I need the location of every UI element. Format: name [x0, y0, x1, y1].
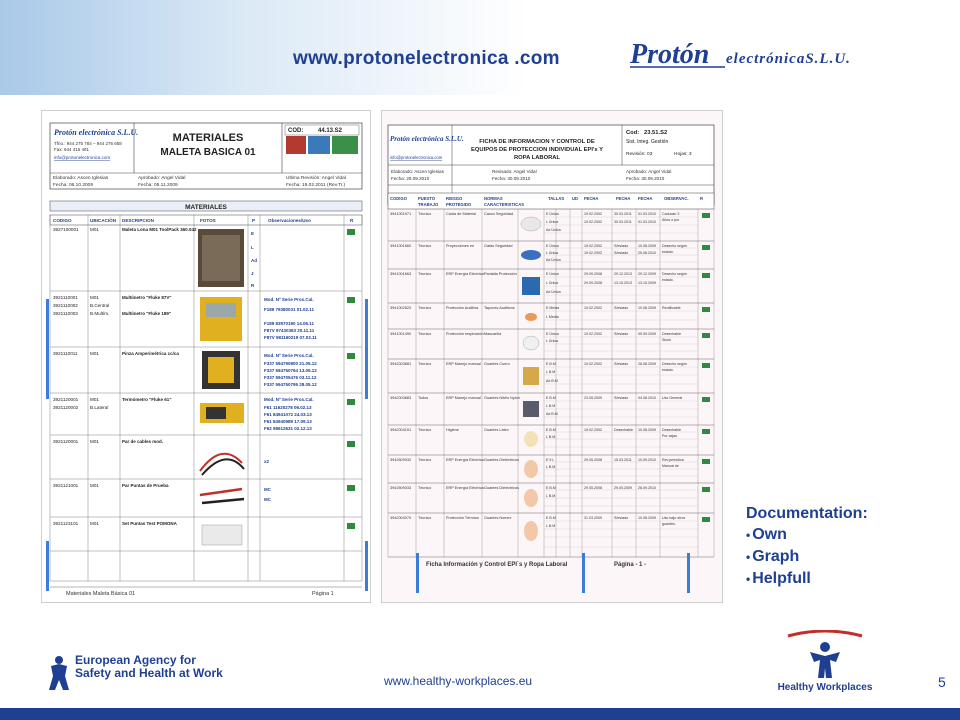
- doc1-row1-code: 3927100001: [53, 227, 79, 232]
- healthy-workplaces-label: Healthy Workplaces: [777, 682, 873, 693]
- svg-text:MC: MC: [264, 487, 271, 492]
- svg-text:Todos: Todos: [418, 396, 429, 400]
- svg-text:Técnico: Técnico: [418, 486, 432, 490]
- svg-text:Protón: Protón: [630, 39, 710, 70]
- svg-text:3941002520: 3941002520: [390, 306, 412, 310]
- svg-text:E B.M: E B.M: [546, 428, 556, 432]
- eu-osha-icon: [45, 652, 73, 692]
- svg-text:ERP Manejo manual: ERP Manejo manual: [446, 396, 481, 400]
- svg-text:Mod. Nº Serie Prox.Cal.: Mod. Nº Serie Prox.Cal.: [264, 353, 314, 358]
- svg-text:Ad Única: Ad Única: [546, 258, 561, 262]
- svg-text:15.03.2011: 15.03.2011: [614, 458, 632, 462]
- svg-text:F337 594790800 21.05.12: F337 594790800 21.05.12: [264, 361, 317, 366]
- doc1-elaborado: Elaborado: Ascen Iglesias: [53, 176, 109, 181]
- svg-text:19.02.2002: 19.02.2002: [584, 251, 602, 255]
- svg-text:L B.M: L B.M: [546, 404, 556, 408]
- svg-text:19.02.2002: 19.02.2002: [584, 306, 602, 310]
- svg-text:ERP Energía Eléctrica: ERP Energía Eléctrica: [446, 272, 484, 276]
- svg-text:E B.M: E B.M: [546, 486, 556, 490]
- footer-band: [0, 708, 960, 720]
- svg-text:Técnico: Técnico: [418, 306, 432, 310]
- svg-text:L Única: L Única: [546, 220, 559, 224]
- svg-text:Desechable: Desechable: [614, 428, 633, 432]
- doc1-row2-loc: M01: [90, 295, 99, 300]
- svg-text:Reutilizable: Reutilizable: [662, 306, 681, 310]
- site-url[interactable]: www.protonelectronica .com: [293, 48, 560, 69]
- doc2-col-codigo: CODIGO: [390, 196, 407, 201]
- doc2-hojas: Hojas: 3: [674, 152, 692, 157]
- svg-text:Mod. Nº Serie Prox.Cal.: Mod. Nº Serie Prox.Cal.: [264, 397, 314, 402]
- svg-text:L Única: L Única: [546, 281, 559, 285]
- ppe-control-sheet-drawing: [382, 111, 722, 602]
- doc1-code-value: 44.13.S2: [318, 128, 343, 134]
- svg-text:Guantes Cuero: Guantes Cuero: [484, 362, 510, 366]
- svg-text:info@protonelectronica.com: info@protonelectronica.com: [390, 155, 443, 160]
- svg-text:Protección Térmica: Protección Térmica: [446, 516, 479, 520]
- svg-text:Técnico: Técnico: [418, 332, 432, 336]
- svg-text:S/estado: S/estado: [614, 516, 629, 520]
- svg-text:PROTEGIDO: PROTEGIDO: [446, 202, 472, 207]
- doc1-row10-loc: M01: [90, 521, 99, 526]
- doc1-row4-desc: Multímetro "Fluke 189": [122, 311, 172, 316]
- doc1-aprobado: Aprobado: Angel Vidal: [138, 176, 186, 181]
- doc1-row5-desc: Pinza Amperimétrica cc/ca: [122, 351, 179, 356]
- svg-text:E Única: E Única: [546, 332, 559, 336]
- svg-text:Protección Auditiva: Protección Auditiva: [446, 306, 479, 310]
- doc1-email: info@protonelectronica.com: [54, 155, 111, 160]
- svg-text:23.05.2009: 23.05.2009: [584, 396, 602, 400]
- svg-text:Ad: Ad: [251, 258, 257, 263]
- svg-text:J: J: [251, 271, 254, 276]
- doc2-marker-1: [416, 553, 419, 593]
- documentation-item: • Graph: [746, 548, 800, 565]
- svg-text:Fecha: 29.09.2010: Fecha: 29.09.2010: [391, 176, 430, 181]
- svg-text:3941001663: 3941001663: [390, 272, 412, 276]
- doc1-contact: Tfno.: 944 275 784 – 944 276 658: [54, 141, 122, 146]
- svg-text:L Media: L Media: [546, 315, 559, 319]
- doc1-row10-desc: Set Puntas Test POMONA: [122, 521, 177, 526]
- svg-text:Tapones Auditivos: Tapones Auditivos: [484, 306, 515, 310]
- doc1-row4-loc: B.Multím.: [90, 311, 110, 316]
- svg-text:28.09.2010: 28.09.2010: [638, 486, 656, 490]
- svg-text:PUESTO: PUESTO: [418, 196, 436, 201]
- svg-text:Desecho según: Desecho según: [662, 362, 687, 366]
- svg-text:Mascarilla: Mascarilla: [484, 332, 502, 336]
- documentation-heading: Documentation:: [746, 505, 868, 522]
- materials-sheet-drawing: [42, 111, 370, 602]
- doc2-footer: Ficha Información y Control EPI´s y Ropa Laboral: [426, 562, 568, 568]
- svg-text:R: R: [251, 283, 255, 288]
- svg-text:F61 84941072 24.03.13: F61 84941072 24.03.13: [264, 412, 312, 417]
- svg-text:Manual de: Manual de: [662, 464, 679, 468]
- svg-text:Guantes Dieléctricos: Guantes Dieléctricos: [484, 458, 520, 462]
- svg-text:ROPA LABORAL: ROPA LABORAL: [513, 155, 561, 161]
- svg-text:01.03.2010: 01.03.2010: [638, 220, 656, 224]
- doc2-col-ud: UD: [572, 196, 579, 201]
- svg-text:19.02.2002: 19.02.2002: [584, 332, 602, 336]
- svg-text:19.02.2002: 19.02.2002: [584, 362, 602, 366]
- svg-text:3942004070: 3942004070: [390, 516, 412, 520]
- svg-text:L Única: L Única: [546, 339, 559, 343]
- svg-text:19.02.2002: 19.02.2002: [584, 428, 602, 432]
- svg-text:L B.M: L B.M: [546, 494, 556, 498]
- doc1-left-marker-bot: [46, 541, 49, 591]
- svg-text:Ad Única: Ad Única: [546, 228, 561, 232]
- doc1-section-title: MATERIALES: [185, 204, 227, 211]
- doc1-fax: Fax: 944 415 491: [54, 147, 90, 152]
- doc1-row5-loc: M01: [90, 351, 99, 356]
- doc2-col-r: R: [700, 196, 704, 201]
- svg-text:3941001490: 3941001490: [390, 332, 412, 336]
- svg-text:Mod. Nº Serie Prox.Cal.: Mod. Nº Serie Prox.Cal.: [264, 297, 314, 302]
- footer-url[interactable]: www.healthy-workplaces.eu: [384, 674, 533, 688]
- svg-text:S/estado: S/estado: [614, 332, 629, 336]
- svg-text:31.03.2009: 31.03.2009: [584, 516, 602, 520]
- svg-text:13.10.2009: 13.10.2009: [638, 281, 656, 285]
- doc1-row8-desc: Par de cables mod.: [122, 439, 164, 444]
- svg-text:Técnico: Técnico: [418, 516, 432, 520]
- svg-text:L B.M: L B.M: [546, 370, 556, 374]
- svg-text:Desechable: Desechable: [662, 428, 681, 432]
- doc1-title-line2: MALETA BASICA 01: [160, 147, 256, 158]
- svg-text:Ad B.M: Ad B.M: [546, 379, 558, 383]
- svg-text:Protección respiración: Protección respiración: [446, 332, 484, 336]
- svg-text:estado.: estado.: [662, 250, 674, 254]
- svg-text:30.03.2011: 30.03.2011: [614, 212, 632, 216]
- svg-text:E 9 L: E 9 L: [546, 458, 555, 462]
- svg-text:Ad Única: Ad Única: [546, 290, 561, 294]
- svg-text:Desechable: Desechable: [662, 332, 681, 336]
- doc1-fecha-aprob: Fecha: 05.11.2009: [138, 183, 178, 188]
- doc1-footer-left: Materiales Maleta Básica 01: [66, 591, 136, 597]
- doc1-row6-code: 3921120001: [53, 397, 79, 402]
- doc1-row8-code: 3921120001: [53, 439, 79, 444]
- svg-text:S/estado: S/estado: [614, 306, 629, 310]
- svg-text:Técnico: Técnico: [418, 458, 432, 462]
- doc2-marker-3: [687, 553, 690, 593]
- ppe-control-sheet: [382, 111, 722, 602]
- healthy-workplaces-logo: [770, 630, 880, 695]
- doc1-row9-desc: Par Puntas de Prueba: [122, 483, 169, 488]
- doc2-col-observac: OBSERVAC.: [664, 196, 689, 201]
- svg-text:Técnico: Técnico: [418, 244, 432, 248]
- svg-text:F61 84940989 17.09.13: F61 84940989 17.09.13: [264, 419, 312, 424]
- doc1-col-p: P: [252, 218, 256, 223]
- svg-text:3941001971: 3941001971: [390, 212, 412, 216]
- doc1-row10-code: 3921123101: [53, 521, 79, 526]
- svg-text:29.09.2008: 29.09.2008: [584, 281, 602, 285]
- doc1-row8-loc: M01: [90, 439, 99, 444]
- svg-text:F337 594750795 28.05.12: F337 594750795 28.05.12: [264, 382, 317, 387]
- svg-text:L B.M: L B.M: [546, 435, 556, 439]
- documentation-item: • Own: [746, 526, 787, 543]
- doc1-code-label: COD:: [288, 128, 304, 134]
- svg-text:09.09.2009: 09.09.2009: [638, 332, 656, 336]
- doc2-revisado: Revisado: Angel Vidal: [492, 169, 537, 174]
- svg-text:estado.: estado.: [662, 368, 674, 372]
- doc2-col-fecha3: FECHA: [638, 196, 653, 201]
- documentation-list: [746, 503, 868, 590]
- svg-text:29.05.2008: 29.05.2008: [584, 486, 602, 490]
- doc2-revision: Revisión: 03: [626, 152, 653, 157]
- svg-text:Proyecciones en: Proyecciones en: [446, 244, 475, 248]
- svg-text:ERP Energía Eléctrica: ERP Energía Eléctrica: [446, 458, 484, 462]
- svg-text:L: L: [251, 245, 254, 250]
- doc1-col-r: R: [350, 218, 354, 223]
- doc1-row6-desc: Termómetro "Fluke 61": [122, 397, 172, 402]
- svg-text:Uso General: Uso General: [662, 396, 683, 400]
- doc1-row5-code: 3921110011: [53, 351, 78, 356]
- svg-text:10.08.2009: 10.08.2009: [638, 244, 656, 248]
- doc2-elaborado: Elaborado: Ascen Iglesias: [391, 169, 444, 174]
- doc2-sist: Sist. Integ. Gestión: [626, 139, 669, 145]
- doc1-row3-code: 3921110002: [53, 303, 78, 308]
- svg-text:MC: MC: [264, 497, 271, 502]
- doc1-footer-right: Página 1: [312, 591, 334, 597]
- svg-text:29.05.2009: 29.05.2009: [614, 486, 632, 490]
- healthy-workplaces-icon: [770, 630, 880, 682]
- svg-text:S/estado: S/estado: [614, 362, 629, 366]
- svg-text:CARACTERISTICAS: CARACTERISTICAS: [484, 202, 525, 207]
- doc1-row4-code: 3921110003: [53, 311, 78, 316]
- svg-text:19.02.2002: 19.02.2002: [584, 220, 602, 224]
- doc1-fecha-elab: Fecha: 06.10.2009: [53, 183, 94, 188]
- doc1-row6-loc: M01: [90, 397, 99, 402]
- svg-text:electrónicaS.L.U.: electrónicaS.L.U.: [726, 51, 851, 67]
- svg-text:04.08.2010: 04.08.2010: [638, 396, 656, 400]
- proton-logo: [630, 33, 860, 73]
- doc1-col-fotos: FOTOS: [200, 218, 216, 223]
- doc1-company: Protón electrónica S.L.U.: [54, 128, 139, 137]
- eu-agency-name: European Agency for Safety and Health at Work: [75, 653, 223, 680]
- svg-text:E B.M: E B.M: [546, 362, 556, 366]
- svg-text:3942004151: 3942004151: [390, 428, 412, 432]
- svg-text:Desecho según: Desecho según: [662, 272, 687, 276]
- doc1-row2-desc: Multímetro "Fluke 87V": [122, 295, 172, 300]
- svg-text:28.08.2009: 28.08.2009: [638, 362, 656, 366]
- doc2-col-fecha2: FECHA: [616, 196, 631, 201]
- svg-text:E B.M: E B.M: [546, 516, 556, 520]
- doc1-row7-code: 3921120002: [53, 405, 79, 410]
- doc2-marker-2: [582, 553, 585, 593]
- svg-text:Uso bajo otros: Uso bajo otros: [662, 516, 686, 520]
- svg-text:F87V 981160219 07.03.11: F87V 981160219 07.03.11: [264, 335, 317, 340]
- svg-text:Técnico: Técnico: [418, 428, 432, 432]
- svg-text:F62 98612631 02.12.13: F62 98612631 02.12.13: [264, 426, 312, 431]
- svg-text:10.08.2009: 10.08.2009: [638, 306, 656, 310]
- svg-text:Por cajas: Por cajas: [662, 434, 677, 438]
- svg-text:Desecho según: Desecho según: [662, 244, 687, 248]
- doc2-footer-page: Página - 1 -: [614, 562, 647, 568]
- svg-text:29.09.2008: 29.09.2008: [584, 272, 602, 276]
- svg-text:F337 594705476 03.11.12: F337 594705476 03.11.12: [264, 375, 317, 380]
- page-number: 5: [938, 674, 946, 690]
- svg-text:L B.M: L B.M: [546, 524, 556, 528]
- svg-text:3942003883: 3942003883: [390, 396, 412, 400]
- svg-text:Ad B.M: Ad B.M: [546, 412, 558, 416]
- svg-text:F61 11620278 06.02.13: F61 11620278 06.02.13: [264, 405, 312, 410]
- svg-text:10.08.2009: 10.08.2009: [638, 428, 656, 432]
- svg-text:Caída de Material: Caída de Material: [446, 212, 476, 216]
- doc1-fecha-rev: Fecha: 19.02.2011 (Rev.Tr.): [286, 183, 346, 188]
- svg-text:Técnico: Técnico: [418, 212, 432, 216]
- svg-text:EQUIPOS DE PROTECCION INDIVIDU: EQUIPOS DE PROTECCION INDIVIDUAL EPI's Y: [471, 147, 603, 153]
- svg-text:3942003881: 3942003881: [390, 362, 412, 366]
- svg-text:Caducan 3: Caducan 3: [662, 212, 680, 216]
- doc1-col-code: CODIGO: [53, 218, 72, 223]
- svg-text:E Única: E Única: [546, 272, 559, 276]
- svg-text:Stock: Stock: [662, 338, 671, 342]
- svg-text:Casco Seguridad: Casco Seguridad: [484, 212, 514, 216]
- doc1-left-marker-top: [46, 299, 49, 399]
- doc1-column-headers: [53, 216, 354, 223]
- testleads-photo: [202, 525, 242, 545]
- svg-text:NORMAS: NORMAS: [484, 196, 503, 201]
- svg-text:F189 83970190 14.06.11: F189 83970190 14.06.11: [264, 321, 315, 326]
- doc2-col-fecha1: FECHA: [584, 196, 599, 201]
- doc1-row2-code: 3921110001: [53, 295, 78, 300]
- svg-text:estado.: estado.: [662, 278, 674, 282]
- svg-text:Años o por: Años o por: [662, 218, 680, 222]
- svg-text:ERP Energía Eléctrica: ERP Energía Eléctrica: [446, 486, 484, 490]
- svg-text:L Única: L Única: [546, 251, 559, 255]
- doc1-col-loc: UBICACIÓN: [90, 218, 117, 223]
- svg-text:E Media: E Media: [546, 306, 560, 310]
- svg-text:10.08.2009: 10.08.2009: [638, 516, 656, 520]
- svg-text:F189 79380031 01.02.11: F189 79380031 01.02.11: [264, 307, 315, 312]
- svg-text:Guantes Nomex: Guantes Nomex: [484, 516, 512, 520]
- svg-text:x2: x2: [264, 459, 270, 464]
- doc1-right-marker-top: [365, 299, 368, 399]
- doc1-col-obs: Observaciones/Uso: [268, 218, 311, 223]
- svg-text:S/estado: S/estado: [614, 251, 629, 255]
- svg-text:Guantes Dieléctricos: Guantes Dieléctricos: [484, 486, 520, 490]
- doc2-aprobado: Aprobado: Angel Vidal: [626, 169, 672, 174]
- svg-text:Fecha: 30.09.2010: Fecha: 30.09.2010: [626, 176, 665, 181]
- svg-text:29.12.2013: 29.12.2013: [614, 272, 632, 276]
- svg-text:Higiene: Higiene: [446, 428, 459, 432]
- svg-text:13.10.2013: 13.10.2013: [614, 281, 632, 285]
- doc1-row7-loc: B.Lateral: [90, 405, 109, 410]
- svg-text:F337 594750794 13.05.12: F337 594750794 13.05.12: [264, 368, 317, 373]
- doc1-row9-loc: M01: [90, 483, 99, 488]
- documentation-item: • Helpfull: [746, 570, 811, 587]
- doc1-row1-desc: Maleta Lona M01 ToolPack 360.042: [122, 227, 197, 232]
- svg-text:S/estado: S/estado: [614, 244, 629, 248]
- doc1-col-desc: DESCRIPCION: [122, 218, 154, 223]
- svg-text:Gafas Seguridad: Gafas Seguridad: [484, 244, 513, 248]
- svg-text:Técnico: Técnico: [418, 272, 432, 276]
- svg-text:29.05.2008: 29.05.2008: [584, 458, 602, 462]
- svg-text:TRABAJO: TRABAJO: [418, 202, 439, 207]
- svg-text:E Única: E Única: [546, 212, 559, 216]
- doc1-row1-loc: M01: [90, 227, 99, 232]
- doc1-title-line1: MATERIALES: [172, 132, 244, 144]
- svg-text:01.03.2010: 01.03.2010: [638, 212, 656, 216]
- svg-text:guantes.: guantes.: [662, 522, 676, 526]
- ppe-icons: [521, 217, 541, 541]
- doc1-row3-loc: B.Central: [90, 303, 110, 308]
- svg-text:E B.M: E B.M: [546, 396, 556, 400]
- svg-text:Pantalla Protección: Pantalla Protección: [484, 272, 517, 276]
- svg-text:E Única: E Única: [546, 244, 559, 248]
- svg-text:E: E: [251, 231, 255, 236]
- svg-text:30.03.2011: 30.03.2011: [614, 220, 632, 224]
- materials-sheet: [42, 111, 370, 602]
- svg-text:S/estado: S/estado: [614, 396, 629, 400]
- svg-text:Fecha: 30.09.2010: Fecha: 30.09.2010: [492, 176, 531, 181]
- svg-text:Guantes Látex: Guantes Látex: [484, 428, 509, 432]
- svg-text:25.08.2010: 25.08.2010: [638, 251, 656, 255]
- svg-text:Rev.periódica: Rev.periódica: [662, 458, 684, 462]
- svg-text:RIESGO: RIESGO: [446, 196, 463, 201]
- doc2-col-tallas: TALLAS: [548, 196, 565, 201]
- svg-text:ERP Manejo manual: ERP Manejo manual: [446, 362, 481, 366]
- svg-text:3941001660: 3941001660: [390, 244, 412, 248]
- doc1-row9-code: 3921121001: [53, 483, 79, 488]
- doc2-company: Protón electrónica S.L.U.: [390, 135, 464, 143]
- doc1-ultima-rev: Ultima Revisión: Angel Vidal: [286, 176, 346, 181]
- svg-text:L B.M: L B.M: [546, 465, 556, 469]
- svg-text:3942609033: 3942609033: [390, 486, 412, 490]
- probes-photo: [200, 489, 242, 495]
- doc2-code-value: 23.51.S2: [644, 130, 668, 136]
- eu-agency-logo: [45, 652, 225, 692]
- doc2-code-label: Cod:: [626, 130, 640, 136]
- svg-text:19.02.2002: 19.02.2002: [584, 244, 602, 248]
- svg-text:19.02.2002: 19.02.2002: [584, 212, 602, 216]
- doc1-right-marker-bot: [365, 541, 368, 591]
- svg-text:Guantes Nitrilo Nylon: Guantes Nitrilo Nylon: [484, 396, 520, 400]
- svg-text:FICHA DE INFORMACION Y CONTROL: FICHA DE INFORMACION Y CONTROL DE: [479, 139, 595, 145]
- svg-text:29.12.2009: 29.12.2009: [638, 272, 656, 276]
- svg-text:F87V 97430363 20.11.11: F87V 97430363 20.11.11: [264, 328, 315, 333]
- svg-text:10.09.2010: 10.09.2010: [638, 458, 656, 462]
- svg-text:Técnico: Técnico: [418, 362, 432, 366]
- svg-text:3942609032: 3942609032: [390, 458, 412, 462]
